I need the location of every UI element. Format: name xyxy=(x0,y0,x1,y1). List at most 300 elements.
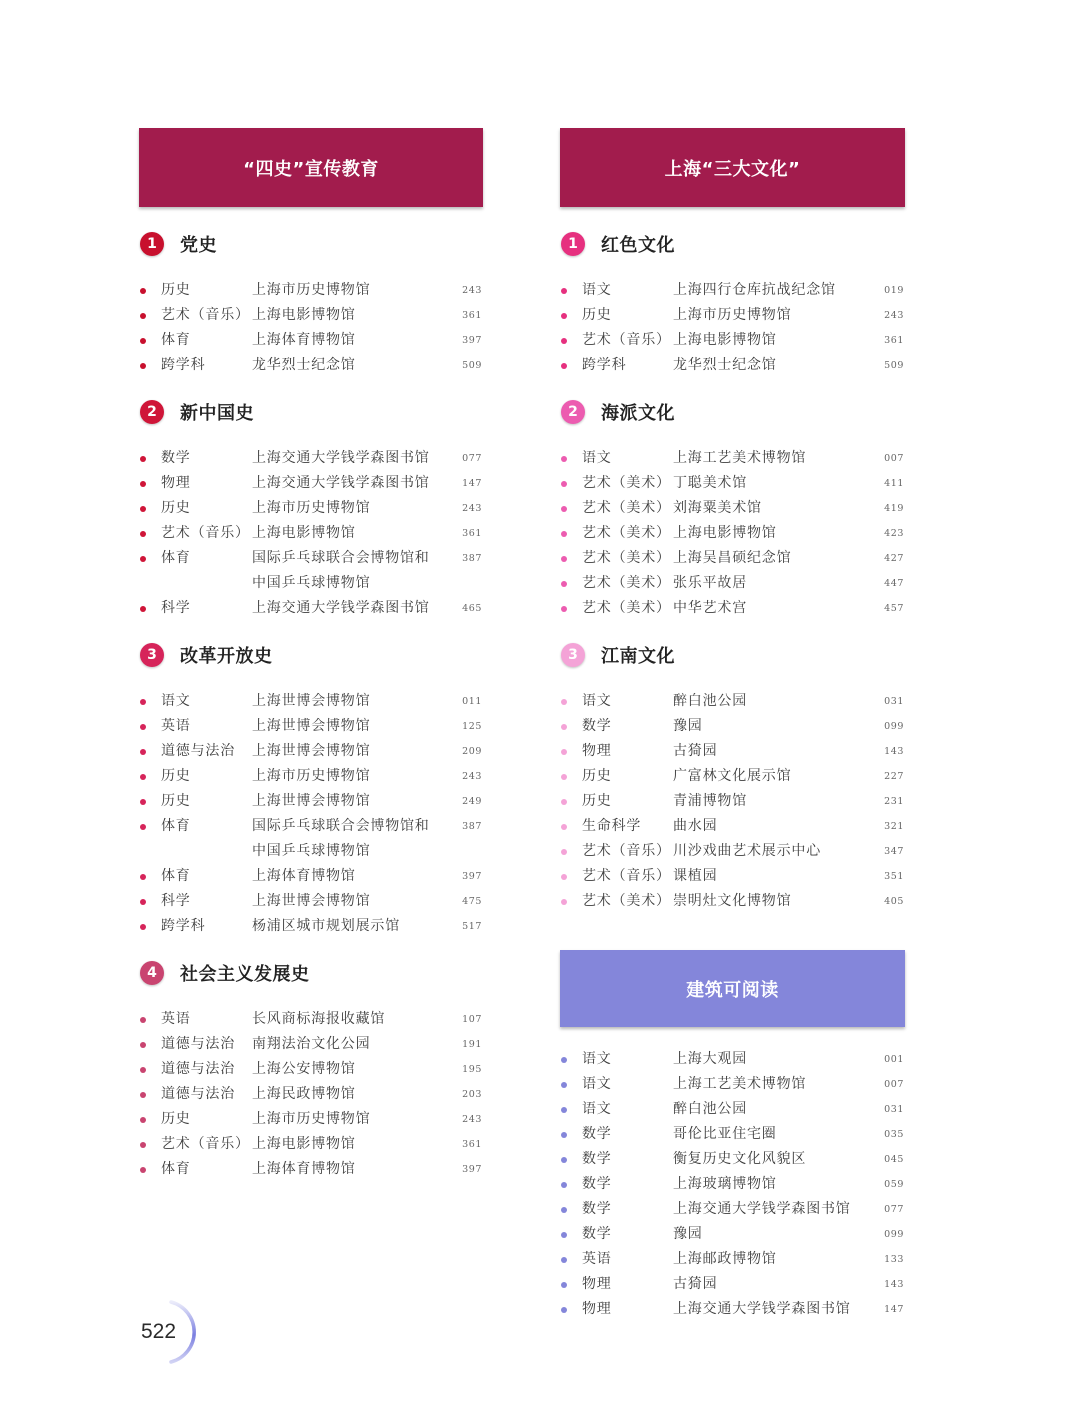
venue-name xyxy=(673,446,884,471)
bullet-dot-icon xyxy=(561,1282,567,1288)
bullet-dot-icon xyxy=(561,849,567,855)
subject-label: 历史 xyxy=(582,307,612,323)
bullet-cell xyxy=(139,496,161,521)
list-item xyxy=(560,789,905,814)
bullet-cell xyxy=(560,278,582,303)
subject-label: 科学 xyxy=(161,600,191,616)
bullet-dot-icon xyxy=(561,556,567,562)
page-reference: 011 xyxy=(462,696,482,707)
venue-name xyxy=(673,353,884,378)
page-reference: 203 xyxy=(462,1089,482,1100)
list-item xyxy=(139,714,483,739)
subject-label: 生命科学 xyxy=(582,818,642,834)
four-histories-sections xyxy=(139,232,483,1182)
subject-label: 历史 xyxy=(161,768,191,784)
list-item xyxy=(560,1272,905,1297)
list-item xyxy=(560,571,905,596)
venue-name-line: 豫园 xyxy=(673,1226,703,1242)
venue-name xyxy=(673,764,884,789)
entry-list xyxy=(139,689,483,939)
venue-name xyxy=(673,714,884,739)
venue-name-line: 龙华烈士纪念馆 xyxy=(252,357,356,373)
venue-name xyxy=(252,914,462,939)
list-item xyxy=(139,596,483,621)
page-reference: 019 xyxy=(884,285,904,296)
section-4 xyxy=(139,961,483,1182)
venue-name-line: 古猗园 xyxy=(673,743,718,759)
section-title: 新中国史 xyxy=(180,403,254,424)
bullet-cell xyxy=(139,1082,161,1107)
venue-name-line: 上海吴昌硕纪念馆 xyxy=(673,550,792,566)
page-reference: 387 xyxy=(462,821,482,832)
bullet-dot-icon xyxy=(140,481,146,487)
subject-label: 物理 xyxy=(582,743,612,759)
venue-name xyxy=(673,303,884,328)
subject-label: 道德与法治 xyxy=(161,1061,235,1077)
bullet-cell xyxy=(139,739,161,764)
venue-name xyxy=(673,864,884,889)
bullet-dot-icon xyxy=(140,1142,146,1148)
bullet-cell xyxy=(560,446,582,471)
page-reference: 077 xyxy=(884,1204,904,1215)
list-item xyxy=(560,1047,905,1072)
venue-name-line: 上海玻璃博物馆 xyxy=(673,1176,777,1192)
venue-name xyxy=(252,889,462,914)
section-title: 江南文化 xyxy=(601,646,675,667)
bullet-cell xyxy=(560,1172,582,1197)
bullet-dot-icon xyxy=(561,1107,567,1113)
page-reference: 133 xyxy=(884,1254,904,1265)
venue-name-line: 上海交通大学钱学森图书馆 xyxy=(673,1201,851,1217)
bullet-dot-icon xyxy=(140,1092,146,1098)
list-item xyxy=(139,689,483,714)
page-reference: 361 xyxy=(462,1139,482,1150)
venue-name-line: 上海世博会博物馆 xyxy=(252,743,371,759)
three-cultures-header-title: 上海“三大文化” xyxy=(664,158,801,180)
subject-label: 数学 xyxy=(582,1126,612,1142)
venue-name-line: 长风商标海报收藏馆 xyxy=(252,1011,386,1027)
page-reference: 143 xyxy=(884,746,904,757)
bullet-dot-icon xyxy=(140,1167,146,1173)
venue-name-line: 青浦博物馆 xyxy=(673,793,747,809)
bullet-dot-icon xyxy=(140,899,146,905)
venue-name-line: 上海市历史博物馆 xyxy=(252,768,371,784)
bullet-cell xyxy=(139,303,161,328)
venue-name-line: 上海体育博物馆 xyxy=(252,868,356,884)
venue-name-line: 上海体育博物馆 xyxy=(252,1161,356,1177)
list-item xyxy=(560,1297,905,1322)
venue-name xyxy=(252,1132,462,1157)
subject-label: 艺术（美术） xyxy=(582,893,671,909)
subject-label: 英语 xyxy=(582,1251,612,1267)
venue-name xyxy=(673,328,884,353)
section-heading xyxy=(139,400,483,424)
page-reference: 457 xyxy=(884,603,904,614)
subject-label: 历史 xyxy=(161,500,191,516)
venue-name xyxy=(673,521,884,546)
list-item xyxy=(560,328,905,353)
venue-name xyxy=(252,278,462,303)
venue-name xyxy=(252,446,462,471)
bullet-cell xyxy=(560,1222,582,1247)
entry-list xyxy=(560,278,905,378)
bullet-cell xyxy=(560,596,582,621)
subject-label: 道德与法治 xyxy=(161,1086,235,1102)
section-heading xyxy=(139,232,483,256)
bullet-cell xyxy=(139,889,161,914)
subject-label: 艺术（美术） xyxy=(582,525,671,541)
bullet-cell xyxy=(560,1122,582,1147)
list-item xyxy=(560,1072,905,1097)
page-reference: 351 xyxy=(884,871,904,882)
venue-name xyxy=(673,278,884,303)
page-number-arc-icon xyxy=(140,1295,200,1370)
subject-label: 艺术（音乐） xyxy=(582,332,671,348)
subject-label: 艺术（美术） xyxy=(582,600,671,616)
list-item xyxy=(139,1132,483,1157)
venue-name-line: 中国乒乓球博物馆 xyxy=(252,575,371,591)
page-reference: 465 xyxy=(462,603,482,614)
venue-name xyxy=(252,1107,462,1132)
bullet-dot-icon xyxy=(140,874,146,880)
section-heading xyxy=(139,643,483,667)
venue-name-line: 杨浦区城市规划展示馆 xyxy=(252,918,400,934)
bullet-cell xyxy=(139,714,161,739)
bullet-dot-icon xyxy=(140,531,146,537)
bullet-dot-icon xyxy=(140,799,146,805)
bullet-cell xyxy=(560,1047,582,1072)
bullet-dot-icon xyxy=(561,481,567,487)
subject-label: 跨学科 xyxy=(161,918,206,934)
list-item xyxy=(560,864,905,889)
page-reference: 419 xyxy=(884,503,904,514)
section-2 xyxy=(139,400,483,621)
venue-name-line: 龙华烈士纪念馆 xyxy=(673,357,777,373)
bullet-cell xyxy=(560,496,582,521)
venue-name-line: 上海交通大学钱学森图书馆 xyxy=(252,600,430,616)
section-heading xyxy=(560,400,905,424)
bullet-dot-icon xyxy=(140,556,146,562)
bullet-dot-icon xyxy=(140,774,146,780)
venue-name-line: 上海交通大学钱学森图书馆 xyxy=(252,475,430,491)
venue-name xyxy=(673,839,884,864)
venue-name-line: 上海体育博物馆 xyxy=(252,332,356,348)
venue-name-line: 上海电影博物馆 xyxy=(252,1136,356,1152)
page-reference: 143 xyxy=(884,1279,904,1290)
subject-label: 艺术（美术） xyxy=(582,500,671,516)
bullet-cell xyxy=(139,864,161,889)
list-item xyxy=(560,839,905,864)
venue-name xyxy=(252,864,462,889)
bullet-dot-icon xyxy=(561,1232,567,1238)
venue-name xyxy=(252,714,462,739)
subject-label: 跨学科 xyxy=(161,357,206,373)
subject-label: 英语 xyxy=(161,1011,191,1027)
venue-name-line: 哥伦比亚住宅圈 xyxy=(673,1126,777,1142)
venue-name xyxy=(673,1297,884,1322)
venue-name xyxy=(673,546,884,571)
bullet-cell xyxy=(560,839,582,864)
bullet-cell xyxy=(139,446,161,471)
venue-name xyxy=(252,739,462,764)
bullet-dot-icon xyxy=(561,749,567,755)
bullet-cell xyxy=(139,1132,161,1157)
bullet-cell xyxy=(560,1247,582,1272)
venue-name xyxy=(673,1072,884,1097)
venue-name-line: 上海交通大学钱学森图书馆 xyxy=(252,450,430,466)
venue-name-line: 刘海粟美术馆 xyxy=(673,500,762,516)
bullet-dot-icon xyxy=(140,456,146,462)
subject-label: 艺术（美术） xyxy=(582,575,671,591)
architecture-header xyxy=(560,950,905,1027)
page-reference: 001 xyxy=(884,1054,904,1065)
venue-name-line: 醉白池公园 xyxy=(673,1101,747,1117)
bullet-cell xyxy=(139,521,161,546)
bullet-cell xyxy=(560,814,582,839)
venue-name-line: 上海市历史博物馆 xyxy=(673,307,792,323)
subject-label: 语文 xyxy=(582,693,612,709)
bullet-cell xyxy=(139,689,161,714)
bullet-cell xyxy=(560,789,582,814)
page-reference: 397 xyxy=(462,871,482,882)
page-reference: 249 xyxy=(462,796,482,807)
list-item xyxy=(139,864,483,889)
bullet-dot-icon xyxy=(561,338,567,344)
venue-name xyxy=(673,689,884,714)
page-reference: 107 xyxy=(462,1014,482,1025)
bullet-dot-icon xyxy=(561,1157,567,1163)
venue-name xyxy=(673,789,884,814)
architecture-header-title: 建筑可阅读 xyxy=(686,979,779,1001)
bullet-cell xyxy=(560,353,582,378)
bullet-cell xyxy=(560,571,582,596)
list-item xyxy=(560,446,905,471)
bullet-dot-icon xyxy=(561,606,567,612)
entry-list xyxy=(139,278,483,378)
venue-name xyxy=(252,596,462,621)
list-item xyxy=(139,739,483,764)
list-item xyxy=(139,471,483,496)
page-reference: 447 xyxy=(884,578,904,589)
venue-name xyxy=(252,764,462,789)
venue-name xyxy=(673,496,884,521)
section-title: 社会主义发展史 xyxy=(180,964,310,985)
bullet-dot-icon xyxy=(561,1257,567,1263)
page-reference: 125 xyxy=(462,721,482,732)
venue-name xyxy=(673,1122,884,1147)
venue-name-line: 丁聪美术馆 xyxy=(673,475,747,491)
bullet-cell xyxy=(560,864,582,889)
section-2 xyxy=(560,400,905,621)
page-reference: 361 xyxy=(884,335,904,346)
entry-list xyxy=(139,446,483,621)
list-item xyxy=(560,1097,905,1122)
venue-name xyxy=(673,889,884,914)
venue-name xyxy=(673,1197,884,1222)
venue-name-line: 中国乒乓球博物馆 xyxy=(252,843,371,859)
page-number: 522 xyxy=(141,1320,177,1343)
venue-name xyxy=(673,1097,884,1122)
venue-name-line: 上海电影博物馆 xyxy=(673,332,777,348)
list-item xyxy=(139,1107,483,1132)
bullet-dot-icon xyxy=(140,1117,146,1123)
page-reference: 035 xyxy=(884,1129,904,1140)
venue-name xyxy=(252,1032,462,1057)
subject-label: 艺术（音乐） xyxy=(582,868,671,884)
list-item xyxy=(139,1082,483,1107)
bullet-dot-icon xyxy=(140,1067,146,1073)
section-3 xyxy=(139,643,483,939)
venue-name-line: 豫园 xyxy=(673,718,703,734)
bullet-dot-icon xyxy=(140,506,146,512)
page-reference: 361 xyxy=(462,528,482,539)
bullet-cell xyxy=(560,714,582,739)
bullet-dot-icon xyxy=(140,724,146,730)
bullet-dot-icon xyxy=(561,799,567,805)
section-title: 红色文化 xyxy=(601,235,675,256)
section-title: 党史 xyxy=(180,235,217,256)
subject-label: 数学 xyxy=(582,718,612,734)
page-reference: 077 xyxy=(462,453,482,464)
list-item xyxy=(560,739,905,764)
venue-name-line: 张乐平故居 xyxy=(673,575,747,591)
three-cultures-column xyxy=(560,128,905,1322)
bullet-dot-icon xyxy=(561,824,567,830)
bullet-dot-icon xyxy=(561,1057,567,1063)
bullet-cell xyxy=(560,1147,582,1172)
bullet-dot-icon xyxy=(561,1307,567,1313)
subject-label: 跨学科 xyxy=(582,357,627,373)
page-reference: 099 xyxy=(884,721,904,732)
bullet-dot-icon xyxy=(561,774,567,780)
list-item xyxy=(560,521,905,546)
venue-name-line: 上海公安博物馆 xyxy=(252,1061,356,1077)
page-reference: 243 xyxy=(462,285,482,296)
list-item xyxy=(560,1197,905,1222)
venue-name-line: 上海世博会博物馆 xyxy=(252,718,371,734)
list-item xyxy=(139,303,483,328)
bullet-cell xyxy=(560,328,582,353)
entry-list xyxy=(560,1047,905,1322)
page-reference: 031 xyxy=(884,1104,904,1115)
page-reference: 227 xyxy=(884,771,904,782)
bullet-cell xyxy=(560,739,582,764)
page-reference: 031 xyxy=(884,696,904,707)
list-item xyxy=(139,1057,483,1082)
page-reference: 423 xyxy=(884,528,904,539)
bullet-cell xyxy=(560,1197,582,1222)
bullet-cell xyxy=(560,1297,582,1322)
venue-name xyxy=(673,1147,884,1172)
page-reference: 509 xyxy=(884,360,904,371)
bullet-cell xyxy=(560,471,582,496)
bullet-dot-icon xyxy=(561,581,567,587)
venue-name-line: 上海工艺美术博物馆 xyxy=(673,450,807,466)
list-item xyxy=(560,496,905,521)
bullet-dot-icon xyxy=(140,363,146,369)
subject-label: 数学 xyxy=(582,1151,612,1167)
page-number-arc-path xyxy=(171,1302,194,1362)
subject-label: 物理 xyxy=(161,475,191,491)
venue-name xyxy=(673,814,884,839)
venue-name xyxy=(673,739,884,764)
list-item xyxy=(560,814,905,839)
venue-name-line: 上海工艺美术博物馆 xyxy=(673,1076,807,1092)
four-histories-header-title: “四史”宣传教育 xyxy=(243,158,379,180)
bullet-cell xyxy=(139,814,161,864)
venue-name-line: 国际乒乓球联合会博物馆和 xyxy=(252,818,430,834)
venue-name xyxy=(673,1172,884,1197)
list-item xyxy=(139,1157,483,1182)
page-reference: 045 xyxy=(884,1154,904,1165)
section-heading xyxy=(560,643,905,667)
venue-name xyxy=(252,328,462,353)
list-item xyxy=(139,521,483,546)
four-histories-column xyxy=(139,128,483,1182)
subject-label: 语文 xyxy=(582,1101,612,1117)
section-1 xyxy=(560,232,905,378)
bullet-dot-icon xyxy=(561,1182,567,1188)
page-reference: 195 xyxy=(462,1064,482,1075)
venue-name-line: 广富林文化展示馆 xyxy=(673,768,792,784)
bullet-dot-icon xyxy=(561,724,567,730)
list-item xyxy=(560,596,905,621)
subject-label: 艺术（美术） xyxy=(582,550,671,566)
venue-name-line: 上海市历史博物馆 xyxy=(252,282,371,298)
venue-name-line: 上海市历史博物馆 xyxy=(252,1111,371,1127)
list-item xyxy=(139,328,483,353)
venue-name xyxy=(673,596,884,621)
venue-name xyxy=(252,1007,462,1032)
venue-name-line: 上海电影博物馆 xyxy=(252,307,356,323)
list-item xyxy=(560,303,905,328)
page-reference: 361 xyxy=(462,310,482,321)
list-item xyxy=(560,278,905,303)
list-item xyxy=(139,278,483,303)
list-item xyxy=(560,889,905,914)
subject-label: 历史 xyxy=(161,282,191,298)
section-title: 改革开放史 xyxy=(180,646,273,667)
page-reference: 509 xyxy=(462,360,482,371)
list-item xyxy=(139,496,483,521)
subject-label: 艺术（音乐） xyxy=(582,843,671,859)
bullet-cell xyxy=(560,1097,582,1122)
list-item xyxy=(139,353,483,378)
subject-label: 数学 xyxy=(161,450,191,466)
subject-label: 历史 xyxy=(582,768,612,784)
subject-label: 艺术（美术） xyxy=(582,475,671,491)
venue-name-line: 上海邮政博物馆 xyxy=(673,1251,777,1267)
four-histories-header xyxy=(139,128,483,207)
venue-name-line: 川沙戏曲艺术展示中心 xyxy=(673,843,821,859)
bullet-cell xyxy=(139,328,161,353)
list-item xyxy=(139,1032,483,1057)
subject-label: 体育 xyxy=(161,1161,191,1177)
list-item xyxy=(560,353,905,378)
list-item xyxy=(560,1122,905,1147)
venue-name xyxy=(252,1082,462,1107)
venue-name-line: 衡复历史文化风貌区 xyxy=(673,1151,807,1167)
list-item xyxy=(139,764,483,789)
bullet-cell xyxy=(139,789,161,814)
list-item xyxy=(560,471,905,496)
page-reference: 397 xyxy=(462,1164,482,1175)
bullet-dot-icon xyxy=(561,288,567,294)
section-number-badge: 1 xyxy=(561,232,585,256)
venue-name-line: 上海世博会博物馆 xyxy=(252,793,371,809)
bullet-cell xyxy=(139,1157,161,1182)
bullet-dot-icon xyxy=(140,313,146,319)
